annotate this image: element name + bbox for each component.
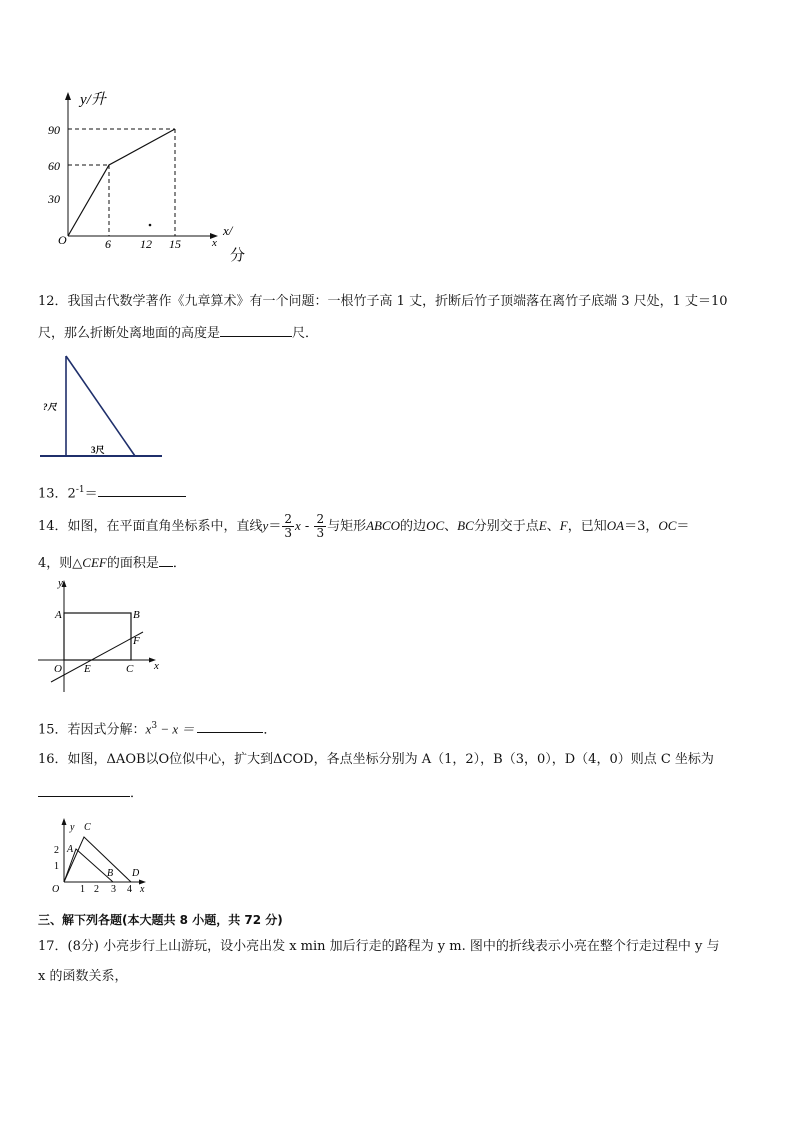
q13 [38, 480, 186, 504]
q14-e: E [538, 518, 547, 533]
q14-minus: - [300, 519, 314, 534]
label-b: B [107, 868, 114, 879]
q16-line2 [38, 782, 143, 804]
y-axis-arrow [62, 818, 67, 825]
y-tick-30: 30 [48, 192, 60, 206]
q12-line1: 12．我国古代数学著作《九章算术》有一个问题：一根竹子高 1 丈，折断后竹子顶端落在离竹子底端 3 尺处，1 丈＝10 [38, 294, 728, 309]
q14-rect: ABCO [366, 518, 401, 533]
q14-eq: ＝ [268, 519, 282, 534]
q14-oc: OC [426, 518, 445, 533]
q14-p7: ＝ [676, 519, 690, 534]
q15-exponent: 3 [151, 721, 158, 731]
q14-p2: 与矩形 [327, 519, 367, 534]
q14-p3: 的边 [400, 519, 427, 534]
q11-graph [40, 88, 260, 268]
q12-line2-prefix: 尺，那么折断处离地面的高度是 [38, 326, 221, 341]
x-tick-6: 6 [105, 237, 111, 251]
x-tick-15: 15 [169, 237, 181, 251]
section-3-title: 三、解下列各题(本大题共 8 小题，共 72 分) [38, 913, 283, 927]
x-tick-1: 1 [80, 884, 85, 895]
q14-answer-blank[interactable] [159, 552, 173, 567]
height-unknown-label: ?尺 [43, 402, 57, 412]
x-axis-label-top: x/ [223, 223, 233, 238]
label-c: C [126, 663, 134, 675]
label-y: y [58, 577, 63, 589]
label-o: O [54, 663, 62, 675]
rectangle-abco [64, 613, 131, 660]
q13-prefix: 13．2 [38, 486, 76, 502]
q16-end: ． [130, 786, 144, 801]
q14-y: y [262, 518, 269, 533]
q14-fraction-1: $\frac{2}{3}$ [284, 512, 292, 540]
q14-line2 [38, 552, 186, 574]
label-b: B [133, 609, 140, 621]
y-axis-label: y/升 [80, 92, 106, 108]
q14-f: F [559, 518, 568, 533]
q12-line2-suffix: 尺． [292, 326, 319, 341]
q16-similar-triangles-figure [46, 816, 166, 896]
q14-rectangle-figure [36, 576, 176, 700]
label-y: y [70, 822, 75, 833]
q16-line1: 16．如图，ΔAOB以O位似中心，扩大到ΔCOD，各点坐标分别为 A（1，2），B（3，0），D（4，0）则点 C 坐标为 [38, 752, 714, 767]
x-tick-3: 3 [111, 884, 116, 895]
q12-answer-blank[interactable] [220, 322, 292, 337]
label-x: x [140, 884, 145, 895]
y-tick-2: 2 [54, 845, 59, 856]
q17-line2: x 的函数关系， [38, 969, 128, 984]
q14-cef: CEF [82, 555, 107, 570]
q12-bamboo-figure [38, 352, 168, 462]
label-o: O [52, 884, 60, 895]
label-x: x [154, 660, 159, 672]
q15-end: ． [263, 722, 277, 738]
q15-rest: − x ＝ [157, 721, 195, 737]
x-arrow-mark: x [212, 237, 217, 249]
q14-bc: BC [457, 518, 474, 533]
q15-answer-blank[interactable] [197, 718, 263, 733]
q14-end: ． [172, 556, 186, 571]
q14-comma: 、 [546, 519, 560, 534]
q13-answer-blank[interactable] [98, 482, 186, 497]
q15 [38, 716, 276, 740]
q14-p1: 14．如图，在平面直角坐标系中，直线 [38, 519, 263, 534]
label-d: D [132, 868, 140, 879]
label-a: A [55, 609, 62, 621]
y-tick-90: 90 [48, 123, 60, 137]
volume-polyline [68, 129, 175, 236]
y-tick-1: 1 [54, 861, 59, 872]
q14-oa: OA [606, 518, 625, 533]
q14-sep: 、 [444, 519, 458, 534]
y-axis-arrow [65, 92, 71, 100]
q14-p4: 分别交于点 [473, 519, 539, 534]
triangle-cod [64, 837, 131, 882]
x-axis-label-bottom: 分 [230, 248, 246, 264]
q17-line1: 17．(8分) 小亮步行上山游玩，设小亮出发 x min 加后行走的路程为 y m. 图中的折线表示小亮在整个行走过程中 y 与 [38, 939, 720, 954]
q14-x: x [294, 518, 301, 533]
bamboo-broken-top [66, 356, 135, 456]
q14-line1 [38, 511, 689, 541]
q16-answer-blank[interactable] [38, 782, 130, 797]
q14-fraction-2: $\frac{2}{3}$ [316, 512, 325, 540]
label-c: C [84, 822, 91, 833]
origin-label: O [58, 233, 67, 247]
q14-line2-prefix: 4，则△ [38, 556, 83, 571]
y-tick-60: 60 [48, 159, 60, 173]
q14-line2-suffix: 的面积是 [106, 556, 159, 571]
q12-line2 [38, 322, 318, 344]
q14-p6: ＝3， [624, 519, 659, 534]
x-tick-4: 4 [127, 884, 132, 895]
base-distance-label: 3尺 [91, 445, 105, 455]
q15-prefix: 15．若因式分解： [38, 722, 146, 738]
x-tick-2: 2 [94, 884, 99, 895]
label-f: F [133, 635, 140, 647]
label-e: E [84, 663, 91, 675]
label-a: A [67, 844, 74, 855]
q13-equals: ＝ [84, 486, 98, 502]
x-tick-12: 12 [140, 237, 152, 251]
q14-p5: ，已知 [567, 519, 607, 534]
q14-oc2: OC [658, 518, 677, 533]
q15-x: x [145, 721, 152, 737]
q13-exponent: -1 [75, 485, 85, 495]
dot-mark [149, 224, 152, 227]
